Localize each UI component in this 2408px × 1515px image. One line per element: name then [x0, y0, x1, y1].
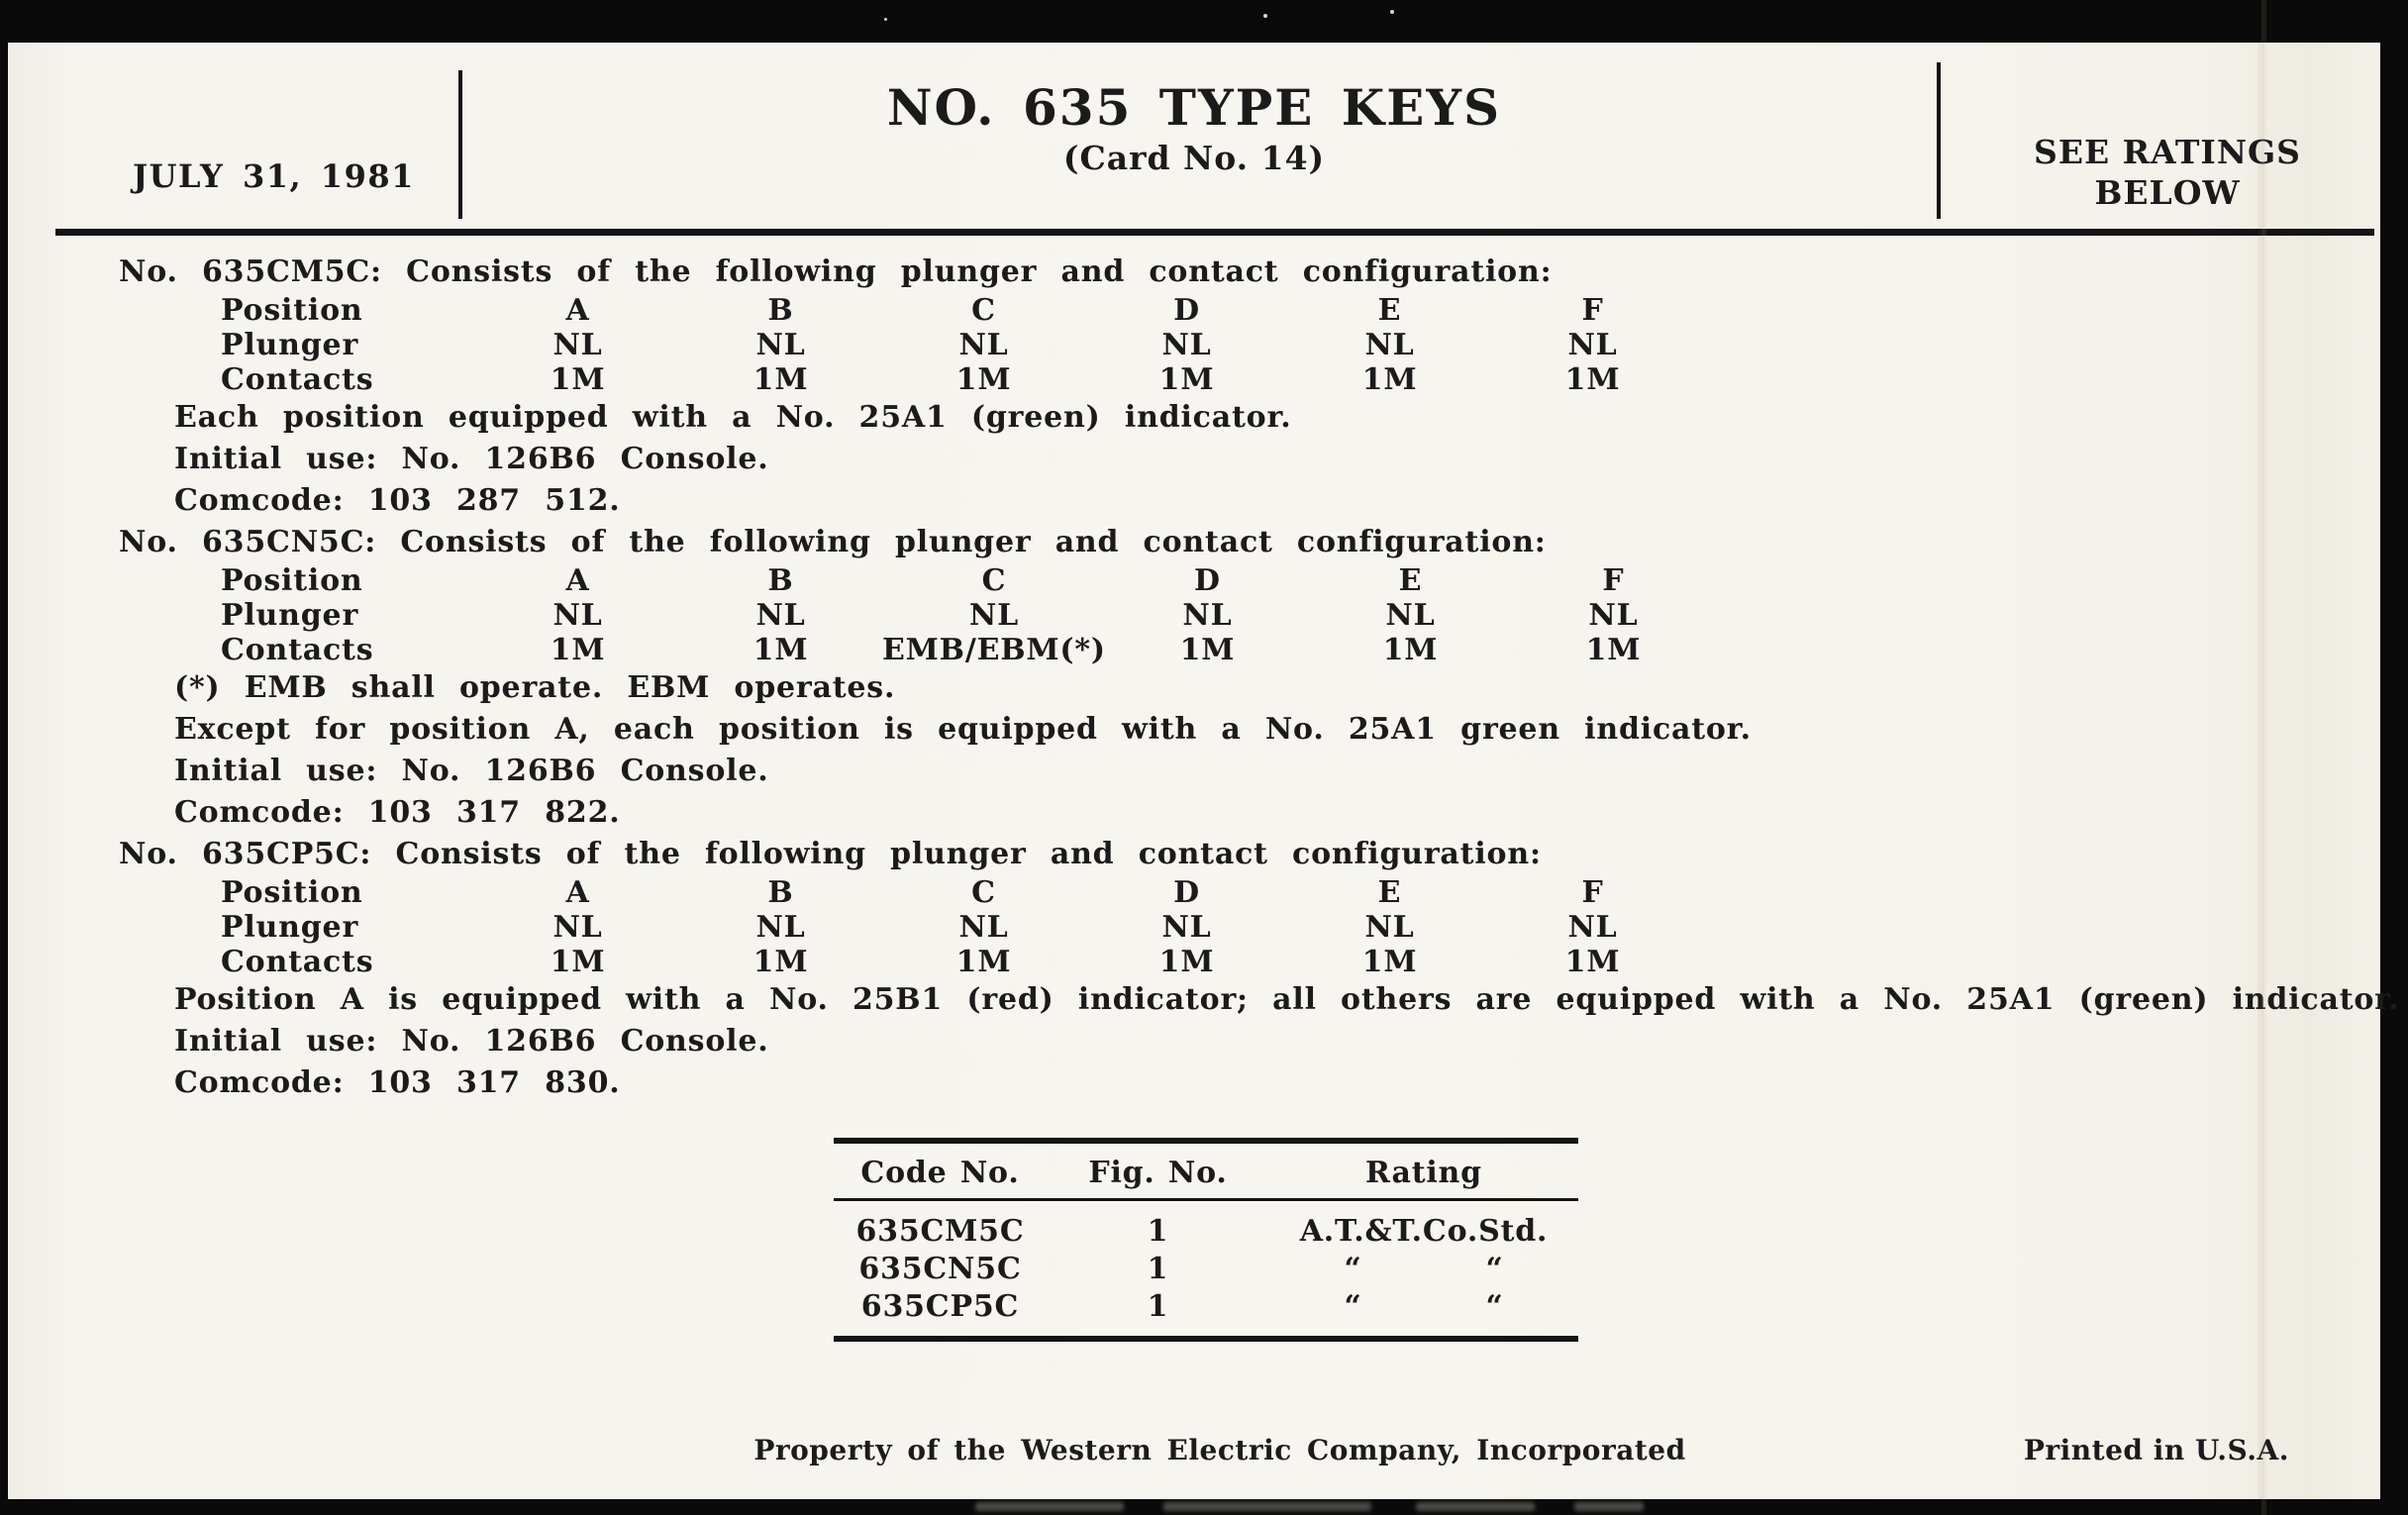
config-cell: 1M — [1361, 362, 1418, 397]
ratings-header-cell: Rating — [1269, 1141, 1578, 1200]
config-row — [221, 633, 1715, 667]
key-section-635cm5c — [8, 252, 2380, 522]
config-row-label: Contacts — [221, 945, 374, 979]
scan-crease — [2261, 0, 2266, 1515]
config-row-label: Plunger — [221, 328, 359, 362]
code-cell: 635CN5C — [858, 1252, 1022, 1286]
dust-speck — [1263, 14, 1267, 18]
config-cell: C — [981, 563, 1007, 598]
rating-cell — [1269, 1288, 1578, 1339]
note-line: Each position equipped with a No. 25A1 (green) indicator. — [174, 400, 1292, 435]
card-header — [8, 43, 2380, 229]
ditto-mark: “ — [1344, 1252, 1362, 1286]
config-cell: D — [1193, 563, 1221, 598]
scan-artifact — [1574, 1502, 1644, 1511]
property-notice: Property of the Western Electric Company, Incorporated — [753, 1434, 1686, 1466]
ratings-row — [834, 1200, 1578, 1252]
config-row — [221, 875, 1694, 910]
fig-cell: 1 — [1147, 1289, 1169, 1324]
config-row — [221, 945, 1694, 979]
config-cell: E — [1398, 563, 1423, 598]
note-line: Initial use: No. 126B6 Console. — [174, 754, 769, 788]
ditto-mark: “ — [1485, 1289, 1504, 1324]
ditto-mark: “ — [1344, 1289, 1362, 1324]
date-label: JULY 31, 1981 — [133, 157, 415, 195]
config-cell: NL — [755, 598, 806, 633]
config-cell: 1M — [1585, 633, 1642, 667]
fig-cell: 1 — [1147, 1214, 1169, 1249]
ditto-mark: “ — [1485, 1252, 1504, 1286]
scan-bottom-edge — [0, 1499, 2408, 1515]
code-cell: 635CP5C — [860, 1289, 1020, 1324]
ratings-note-line: SEE RATINGS — [2033, 133, 2302, 171]
config-row-label: Plunger — [221, 598, 359, 633]
config-cell: NL — [552, 598, 603, 633]
config-cell: NL — [968, 598, 1020, 633]
config-cell: NL — [958, 910, 1009, 945]
config-cell: NL — [1567, 910, 1618, 945]
config-cell: B — [767, 563, 794, 598]
note-line: Comcode: 103 287 512. — [174, 483, 621, 518]
config-cell: 1M — [1382, 633, 1439, 667]
printed-notice: Printed in U.S.A. — [2023, 1434, 2289, 1466]
config-cell: B — [767, 293, 794, 328]
config-cell: 1M — [550, 945, 606, 979]
card-subtitle: (Card No. 14) — [1062, 139, 1326, 177]
config-cell: 1M — [1361, 945, 1418, 979]
config-cell: E — [1377, 875, 1402, 910]
ratings-note — [2004, 132, 2331, 213]
ratings-header-cell: Fig. No. — [1047, 1141, 1269, 1200]
config-cell: C — [971, 293, 996, 328]
config-cell: 1M — [1158, 945, 1215, 979]
config-cell: 1M — [752, 633, 809, 667]
config-cell: A — [565, 563, 590, 598]
card-page — [8, 43, 2400, 1499]
config-cell: A — [565, 293, 590, 328]
ratings-header-cell: Code No. — [834, 1141, 1047, 1200]
config-cell: 1M — [752, 362, 809, 397]
key-section-635cn5c — [8, 522, 2380, 834]
ratings-row — [834, 1288, 1578, 1339]
config-cell: NL — [958, 328, 1009, 362]
section-heading: No. 635CM5C: Consists of the following plunger and contact configuration: — [119, 254, 1553, 289]
card-title: NO. 635 TYPE KEYS — [886, 78, 1502, 137]
title-block — [887, 78, 1501, 177]
config-cell: 1M — [752, 945, 809, 979]
card-footer — [8, 1434, 2380, 1477]
config-cell: NL — [552, 328, 603, 362]
config-row — [221, 910, 1694, 945]
section-heading: No. 635CP5C: Consists of the following plunger and contact configuration: — [119, 837, 1542, 871]
config-cell: NL — [552, 910, 603, 945]
config-cell: NL — [755, 328, 806, 362]
config-cell: F — [1581, 293, 1604, 328]
card-content — [8, 236, 2400, 1342]
note-line: Comcode: 103 317 822. — [174, 795, 621, 830]
config-row-label: Contacts — [221, 633, 374, 667]
ratings-table — [834, 1138, 1578, 1342]
config-cell: 1M — [1179, 633, 1236, 667]
dust-speck — [884, 18, 887, 21]
config-cell: D — [1173, 293, 1200, 328]
rating-cell — [1269, 1251, 1578, 1288]
config-row-label: Plunger — [221, 910, 359, 945]
config-cell: NL — [1161, 910, 1212, 945]
config-cell: 1M — [955, 362, 1012, 397]
scan-artifact — [1416, 1502, 1535, 1511]
note-line: Comcode: 103 317 830. — [174, 1065, 621, 1100]
config-cell: F — [1602, 563, 1625, 598]
config-row-label: Contacts — [221, 362, 374, 397]
config-cell: 1M — [1564, 362, 1621, 397]
code-cell: 635CM5C — [855, 1214, 1025, 1249]
note-line: (*) EMB shall operate. EBM operates. — [174, 670, 896, 705]
config-cell: NL — [1161, 328, 1212, 362]
ratings-header-row — [834, 1141, 1578, 1200]
configuration-table — [221, 293, 1694, 397]
section-heading: No. 635CN5C: Consists of the following plunger and contact configuration: — [119, 525, 1547, 559]
ratings-row — [834, 1251, 1578, 1288]
config-row — [221, 598, 1715, 633]
config-cell: C — [971, 875, 996, 910]
scan-artifact — [975, 1502, 1124, 1511]
config-row — [221, 293, 1694, 328]
config-cell: NL — [1588, 598, 1639, 633]
config-cell: NL — [1364, 328, 1415, 362]
config-cell: NL — [1385, 598, 1436, 633]
note-line: Initial use: No. 126B6 Console. — [174, 442, 769, 476]
config-row-label: Position — [221, 563, 363, 598]
header-divider-right — [1937, 62, 1941, 219]
configuration-table — [221, 875, 1694, 979]
config-cell: 1M — [1158, 362, 1215, 397]
config-row — [221, 328, 1694, 362]
note-line: Position A is equipped with a No. 25B1 (red) indicator; all others are equipped with a No. 25A1 (green) indicator. — [174, 982, 2400, 1017]
scan-artifact — [1163, 1502, 1371, 1511]
config-row-label: Position — [221, 293, 363, 328]
config-cell: F — [1581, 875, 1604, 910]
config-cell: 1M — [1564, 945, 1621, 979]
ratings-note-line: BELOW — [2094, 173, 2241, 212]
config-cell: NL — [1364, 910, 1415, 945]
config-cell: B — [767, 875, 794, 910]
fig-cell: 1 — [1147, 1252, 1169, 1286]
config-cell: 1M — [550, 362, 606, 397]
config-row — [221, 563, 1715, 598]
config-cell: 1M — [550, 633, 606, 667]
configuration-table — [221, 563, 1715, 667]
config-cell: D — [1173, 875, 1200, 910]
note-line: Initial use: No. 126B6 Console. — [174, 1024, 769, 1059]
header-divider-left — [458, 70, 462, 219]
config-cell: EMB/EBM(*) — [882, 633, 1106, 667]
config-cell: E — [1377, 293, 1402, 328]
config-cell: NL — [755, 910, 806, 945]
config-cell: 1M — [955, 945, 1012, 979]
config-row — [221, 362, 1694, 397]
config-cell: A — [565, 875, 590, 910]
rating-cell: A.T.&T.Co.Std. — [1299, 1214, 1549, 1249]
config-row-label: Position — [221, 875, 363, 910]
dust-speck — [1390, 10, 1394, 14]
header-rule — [55, 229, 2374, 236]
config-cell: NL — [1567, 328, 1618, 362]
config-cell: NL — [1182, 598, 1233, 633]
key-section-635cp5c — [8, 834, 2400, 1104]
note-line: Except for position A, each position is equipped with a No. 25A1 green indicator. — [174, 712, 1752, 747]
